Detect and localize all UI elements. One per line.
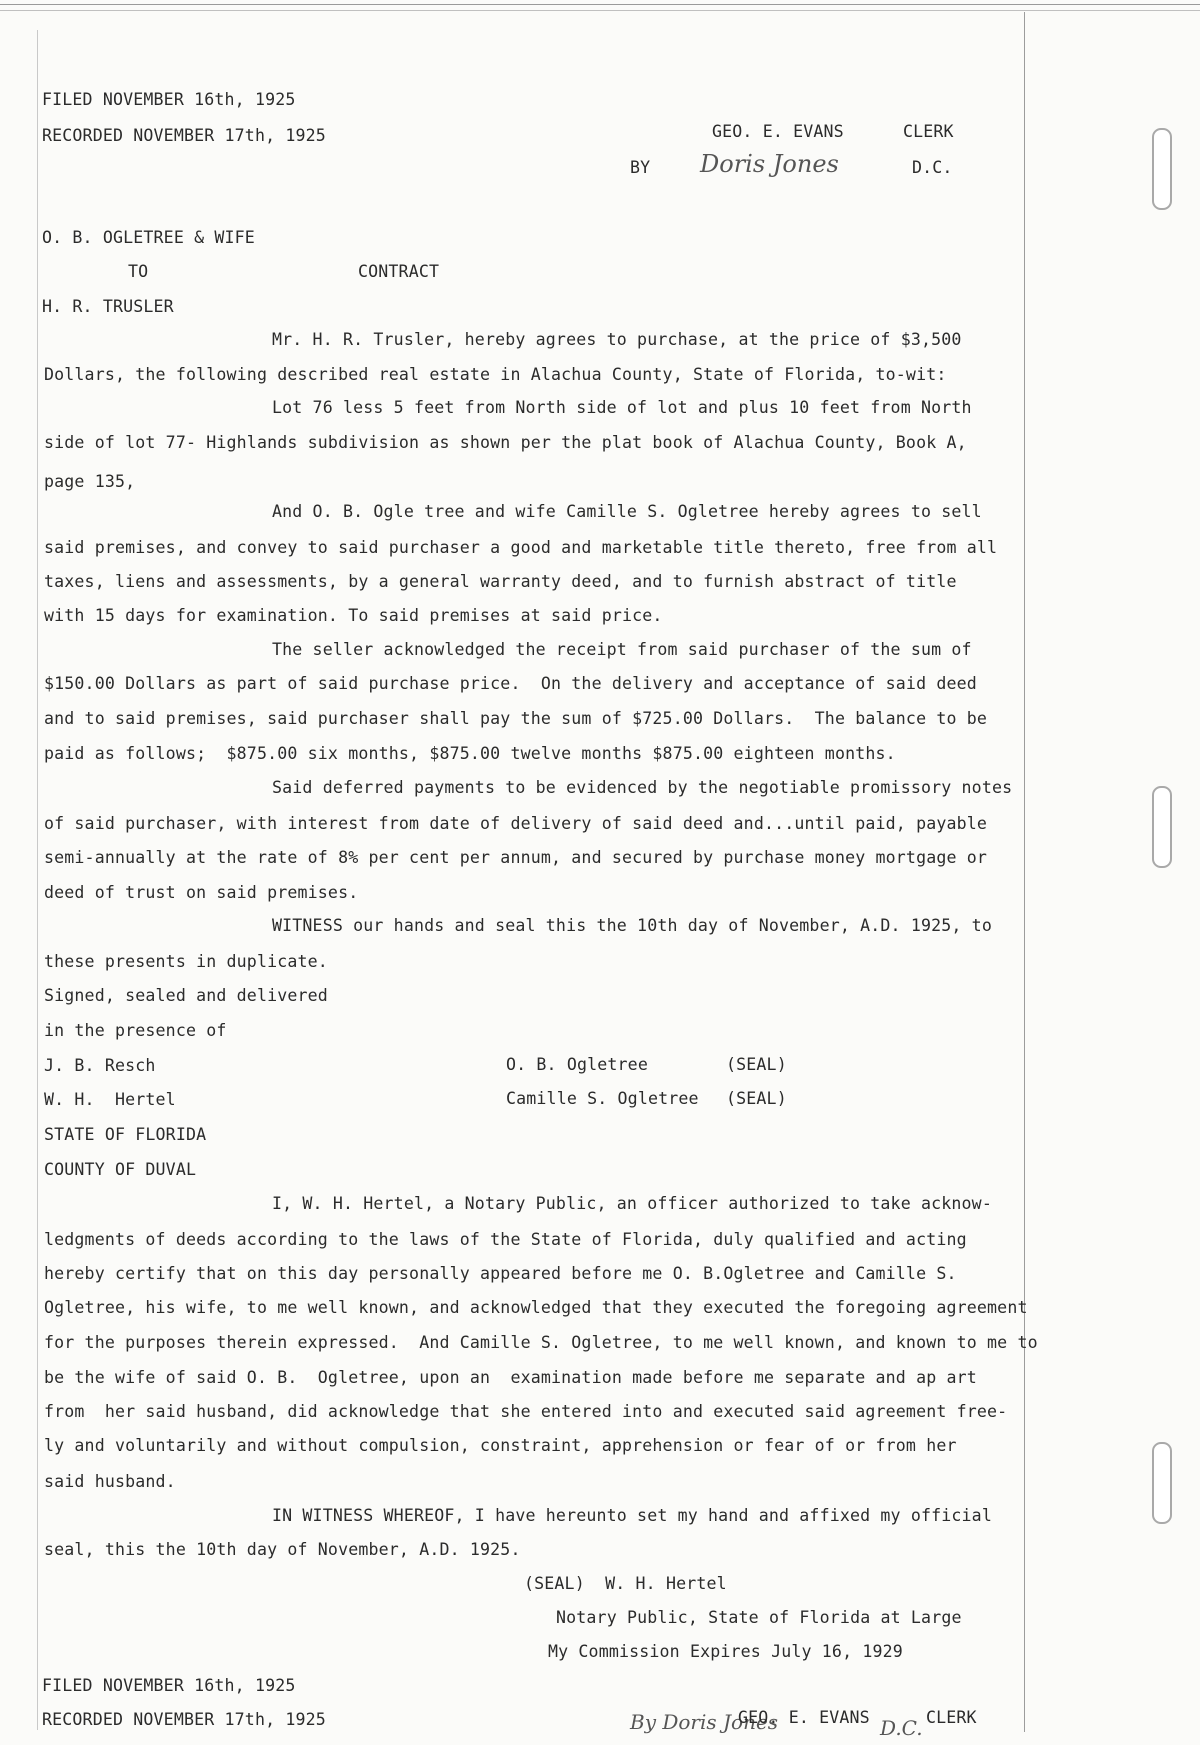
- contract-line: and to said premises, said purchaser shall pay the sum of $725.00 Dollars. The balance to be: [44, 709, 988, 728]
- filed-date: FILED NOVEMBER 16th, 1925: [42, 90, 296, 109]
- footer-clerk-title: CLERK: [926, 1708, 977, 1727]
- notary-line: for the purposes therein expressed. And Camille S. Ogletree, to me well known, and known to me to: [44, 1333, 1038, 1352]
- left-margin-line: [37, 30, 38, 1730]
- clerk-title: CLERK: [903, 122, 954, 141]
- clerk-name: GEO. E. EVANS: [712, 122, 844, 141]
- contract-line: of said purchaser, with interest from date of delivery of said deed and...until paid, payable: [44, 814, 988, 833]
- binder-hole-middle: [1152, 786, 1172, 868]
- contract-line: And O. B. Ogle tree and wife Camille S. Ogletree hereby agrees to sell: [272, 502, 982, 521]
- contract-line: Mr. H. R. Trusler, hereby agrees to purchase, at the price of $3,500: [272, 330, 962, 349]
- contract-line: in the presence of: [44, 1021, 227, 1040]
- contract-line: Dollars, the following described real estate in Alachua County, State of Florida, to-wit:: [44, 365, 947, 384]
- recorded-date: RECORDED NOVEMBER 17th, 1925: [42, 126, 326, 145]
- contract-line: Said deferred payments to be evidenced by the negotiable promissory notes: [272, 778, 1013, 797]
- contract-line: paid as follows; $875.00 six months, $875.00 twelve months $875.00 eighteen months.: [44, 744, 896, 763]
- instrument-type: CONTRACT: [358, 262, 440, 281]
- by-label: BY: [630, 158, 651, 177]
- notary-signature-line: (SEAL) W. H. Hertel: [524, 1574, 727, 1593]
- footer-deputy-title: D.C.: [880, 1716, 923, 1740]
- venue-county: COUNTY OF DUVAL: [44, 1160, 197, 1179]
- signatory-name: O. B. Ogletree: [506, 1055, 648, 1074]
- contract-line: page 135,: [44, 472, 136, 491]
- contract-line: Lot 76 less 5 feet from North side of lot and plus 10 feet from North: [272, 398, 972, 417]
- footer-filed-date: FILED NOVEMBER 16th, 1925: [42, 1676, 296, 1695]
- notary-title: Notary Public, State of Florida at Large: [556, 1608, 962, 1627]
- contract-line: semi-annually at the rate of 8% per cent per annum, and secured by purchase money mortgage or: [44, 848, 988, 867]
- venue-state: STATE OF FLORIDA: [44, 1125, 207, 1144]
- deputy-clerk-signature: Doris Jones: [700, 150, 839, 178]
- to-label: TO: [128, 262, 149, 281]
- contract-line: The seller acknowledged the receipt from said purchaser of the sum of: [272, 640, 972, 659]
- top-rule-secondary: [0, 10, 1200, 11]
- notary-line: Ogletree, his wife, to me well known, and acknowledged that they executed the foregoing agreement: [44, 1298, 1028, 1317]
- contract-line: said premises, and convey to said purchaser a good and marketable title thereto, free from all: [44, 538, 998, 557]
- notary-line: hereby certify that on this day personally appeared before me O. B.Ogletree and Camille S.: [44, 1264, 957, 1283]
- top-rule: [0, 4, 1200, 5]
- contract-line: Signed, sealed and delivered: [44, 986, 328, 1005]
- contract-line: $150.00 Dollars as part of said purchase price. On the delivery and acceptance of said deed: [44, 674, 977, 693]
- footer-recorded-date: RECORDED NOVEMBER 17th, 1925: [42, 1710, 326, 1729]
- binder-hole-top: [1152, 128, 1172, 210]
- footer-clerk-name: GEO. E. EVANS: [738, 1708, 870, 1727]
- deputy-clerk-title: D.C.: [912, 158, 953, 177]
- notary-line: said husband.: [44, 1472, 176, 1491]
- notary-line: ly and voluntarily and without compulsion, constraint, apprehension or fear of or from her: [44, 1436, 957, 1455]
- witness-name: J. B. Resch: [44, 1056, 156, 1075]
- notary-line: be the wife of said O. B. Ogletree, upon an examination made before me separate and ap art: [44, 1368, 977, 1387]
- contract-line: WITNESS our hands and seal this the 10th day of November, A.D. 1925, to: [272, 916, 992, 935]
- footer-deputy-signature: By Doris Jones: [630, 1710, 779, 1734]
- signatory-name: Camille S. Ogletree: [506, 1089, 699, 1108]
- notary-commission: My Commission Expires July 16, 1929: [548, 1642, 903, 1661]
- grantor-name: O. B. OGLETREE & WIFE: [42, 228, 255, 247]
- notary-line: from her said husband, did acknowledge that she entered into and executed said agreement free-: [44, 1402, 1008, 1421]
- right-margin-line: [1024, 12, 1025, 1732]
- contract-line: side of lot 77- Highlands subdivision as shown per the plat book of Alachua County, Book A,: [44, 433, 967, 452]
- contract-line: deed of trust on said premises.: [44, 883, 359, 902]
- notary-line: IN WITNESS WHEREOF, I have hereunto set my hand and affixed my official: [272, 1506, 992, 1525]
- binder-hole-bottom: [1152, 1442, 1172, 1524]
- witness-name: W. H. Hertel: [44, 1090, 176, 1109]
- notary-line: seal, this the 10th day of November, A.D. 1925.: [44, 1540, 521, 1559]
- contract-line: taxes, liens and assessments, by a general warranty deed, and to furnish abstract of title: [44, 572, 957, 591]
- notary-line: ledgments of deeds according to the laws of the State of Florida, duly qualified and acting: [44, 1230, 967, 1249]
- grantee-name: H. R. TRUSLER: [42, 297, 174, 316]
- contract-line: with 15 days for examination. To said premises at said price.: [44, 606, 663, 625]
- contract-line: these presents in duplicate.: [44, 952, 328, 971]
- seal-label: (SEAL): [726, 1055, 787, 1074]
- seal-label: (SEAL): [726, 1089, 787, 1108]
- notary-line: I, W. H. Hertel, a Notary Public, an officer authorized to take acknow-: [272, 1194, 992, 1213]
